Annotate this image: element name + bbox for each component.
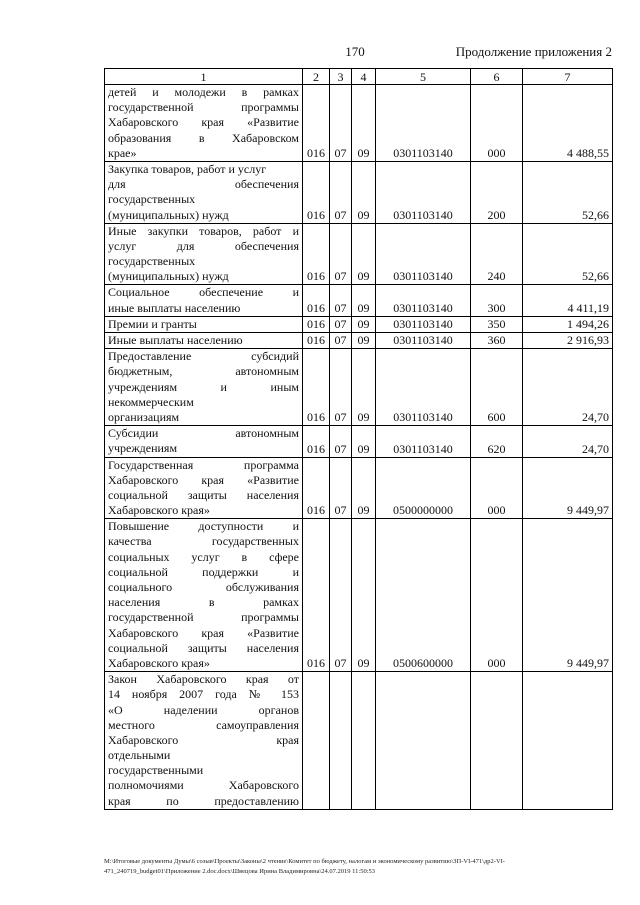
section-code: 07 (330, 426, 352, 457)
table-row (105, 519, 613, 672)
column-number: 5 (376, 69, 471, 85)
expense-name-line: детей и молодежи в рамках (108, 85, 299, 99)
column-number: 2 (303, 69, 330, 85)
expense-name-cell (105, 333, 303, 349)
page-number: 170 (345, 44, 365, 59)
expense-name-line: государственной программы (108, 610, 299, 625)
ministry-code: 016 (303, 161, 330, 223)
expense-type-code: 200 (471, 161, 523, 223)
expense-name-cell (105, 223, 303, 285)
expense-name-line: (муниципальных) нужд (108, 269, 229, 284)
subsection-code: 09 (352, 316, 376, 332)
ministry-code: 016 (303, 85, 330, 162)
expense-name-line: местного самоуправления (108, 717, 299, 732)
budget-table (104, 68, 613, 810)
subsection-code: 09 (352, 519, 376, 672)
target-article-code: 0500600000 (376, 519, 471, 672)
document-path-footer (104, 857, 619, 877)
target-article-code: 0301103140 (376, 333, 471, 349)
subsection-code: 09 (352, 349, 376, 426)
column-number: 4 (352, 69, 376, 85)
expense-name-line: социальной защиты населения (108, 487, 299, 502)
section-code (330, 672, 352, 810)
expense-name-line: социальной защиты населения (108, 640, 299, 655)
expense-name-cell (105, 85, 303, 162)
amount-cell: 4 411,19 (523, 285, 613, 316)
expense-name-cell (105, 426, 303, 457)
ministry-code: 016 (303, 457, 330, 519)
target-article-code: 0301103140 (376, 223, 471, 285)
expense-name-line: Повышение доступности и (108, 519, 299, 534)
expense-name-line: качества государственных (108, 534, 299, 549)
expense-name-line: Предоставление субсидий (108, 349, 299, 364)
target-article-code: 0301103140 (376, 285, 471, 316)
expense-type-code: 600 (471, 349, 523, 426)
expense-name-line: Иные закупки товаров, работ и (108, 223, 299, 238)
expense-name-line: бюджетным, автономным (108, 364, 299, 379)
column-number: 6 (471, 69, 523, 85)
table-body (105, 85, 613, 810)
expense-name-line: Хабаровского края «Развитие (108, 625, 299, 640)
expense-name-cell (105, 457, 303, 519)
table-row (105, 426, 613, 457)
expense-type-code: 000 (471, 85, 523, 162)
expense-name-line: Хабаровского края» (108, 655, 210, 670)
target-article-code: 0301103140 (376, 316, 471, 332)
expense-name-line: Премии и гранты (108, 316, 197, 331)
subsection-code: 09 (352, 426, 376, 457)
table-row (105, 349, 613, 426)
ministry-code: 016 (303, 316, 330, 332)
expense-name-line: Хабаровского края (108, 732, 299, 747)
target-article-code: 0500000000 (376, 457, 471, 519)
table-row (105, 161, 613, 223)
expense-name-line: отдельными (108, 748, 171, 763)
section-code: 07 (330, 349, 352, 426)
amount-cell: 9 449,97 (523, 519, 613, 672)
subsection-code: 09 (352, 161, 376, 223)
expense-name-line: населения в рамках (108, 595, 299, 610)
expense-name-line: «О наделении органов (108, 702, 299, 717)
target-article-code: 0301103140 (376, 85, 471, 162)
expense-name-line: края по предоставлению (108, 793, 299, 808)
expense-name-line: Субсидии автономным (108, 426, 299, 441)
amount-cell: 24,70 (523, 426, 613, 457)
expense-type-code: 300 (471, 285, 523, 316)
expense-type-code: 350 (471, 316, 523, 332)
expense-name-line: социальной поддержки и (108, 564, 299, 579)
table-row (105, 223, 613, 285)
ministry-code: 016 (303, 333, 330, 349)
expense-name-line: Государственная программа (108, 457, 299, 472)
expense-name-line: Хабаровского края» (108, 503, 210, 518)
subsection-code: 09 (352, 333, 376, 349)
expense-name-line: полномочиями Хабаровского (108, 778, 299, 793)
expense-name-line: услуг для обеспечения (108, 238, 299, 253)
appendix-continuation: Продолжение приложения 2 (455, 44, 612, 59)
expense-name-line: социального обслуживания (108, 580, 299, 594)
expense-name-line: Закупка товаров, работ и услуг (108, 161, 267, 176)
section-code: 07 (330, 85, 352, 162)
subsection-code: 09 (352, 285, 376, 316)
expense-type-code: 240 (471, 223, 523, 285)
section-code: 07 (330, 333, 352, 349)
footer-path-line: 471_240719_budget01\Приложение 2.doc.docx\Швецова Ирина Владимировна\24.07.2019 11:50:53 (104, 868, 376, 875)
table-row (105, 316, 613, 332)
expense-name-line: образования в Хабаровском (108, 130, 299, 145)
target-article-code (376, 672, 471, 810)
amount-cell: 52,66 (523, 161, 613, 223)
column-number: 1 (105, 69, 303, 85)
expense-name-line: учреждениям и иным (108, 379, 299, 394)
expense-name-line: Хабаровского края «Развитие (108, 472, 299, 487)
column-number: 3 (330, 69, 352, 85)
amount-cell: 9 449,97 (523, 457, 613, 519)
expense-name-cell (105, 519, 303, 672)
ministry-code: 016 (303, 519, 330, 672)
expense-name-line: иные выплаты населению (108, 300, 241, 315)
table-row (105, 85, 613, 162)
amount-cell: 1 494,26 (523, 316, 613, 332)
expense-name-cell (105, 672, 303, 810)
expense-name-line: Хабаровского края «Развитие (108, 115, 299, 130)
target-article-code: 0301103140 (376, 426, 471, 457)
expense-name-line: Иные выплаты населению (108, 333, 243, 347)
subsection-code: 09 (352, 457, 376, 519)
expense-name-line: Социальное обеспечение и (108, 285, 299, 300)
ministry-code: 016 (303, 426, 330, 457)
expense-name-cell (105, 349, 303, 426)
expense-name-line: государственными (108, 763, 204, 778)
expense-name-cell (105, 316, 303, 332)
section-code: 07 (330, 285, 352, 316)
subsection-code: 09 (352, 85, 376, 162)
expense-name-line: социальных услуг в сфере (108, 549, 299, 564)
section-code: 07 (330, 316, 352, 332)
table-row (105, 285, 613, 316)
subsection-code: 09 (352, 223, 376, 285)
amount-cell: 4 488,55 (523, 85, 613, 162)
expense-name-line: крае» (108, 145, 137, 160)
column-number-row (105, 69, 613, 85)
table-row (105, 457, 613, 519)
expense-name-line: для обеспечения (108, 177, 299, 192)
expense-type-code (471, 672, 523, 810)
ministry-code: 016 (303, 285, 330, 316)
expense-name-line: некоммерческим (108, 394, 194, 409)
expense-name-line: организациям (108, 409, 180, 424)
expense-name-cell (105, 285, 303, 316)
amount-cell: 24,70 (523, 349, 613, 426)
section-code: 07 (330, 161, 352, 223)
expense-type-code: 000 (471, 519, 523, 672)
expense-name-line: Закон Хабаровского края от (108, 672, 299, 687)
expense-type-code: 620 (471, 426, 523, 457)
expense-name-line: (муниципальных) нужд (108, 207, 229, 222)
expense-name-line: государственных (108, 254, 196, 269)
subsection-code (352, 672, 376, 810)
expense-name-line: государственной программы (108, 100, 299, 115)
amount-cell: 52,66 (523, 223, 613, 285)
target-article-code: 0301103140 (376, 349, 471, 426)
amount-cell: 2 916,93 (523, 333, 613, 349)
section-code: 07 (330, 457, 352, 519)
footer-path-line: M:\Итоговые документы Думы\6 созыв\Проекты\Законы\2 чтение\Комитет по бюджету, налогам и экономическому развитию\ЗП-VI-471\др2-VI- (104, 858, 505, 865)
target-article-code: 0301103140 (376, 161, 471, 223)
expense-type-code: 360 (471, 333, 523, 349)
column-number: 7 (523, 69, 613, 85)
section-code: 07 (330, 223, 352, 285)
amount-cell (523, 672, 613, 810)
expense-type-code: 000 (471, 457, 523, 519)
expense-name-line: учреждениям (108, 441, 178, 456)
ministry-code: 016 (303, 223, 330, 285)
ministry-code: 016 (303, 349, 330, 426)
table-row (105, 672, 613, 810)
expense-name-line: 14 ноября 2007 года № 153 (108, 687, 299, 702)
expense-name-line: государственных (108, 192, 196, 207)
table-row (105, 333, 613, 349)
ministry-code (303, 672, 330, 810)
section-code: 07 (330, 519, 352, 672)
expense-name-cell (105, 161, 303, 223)
